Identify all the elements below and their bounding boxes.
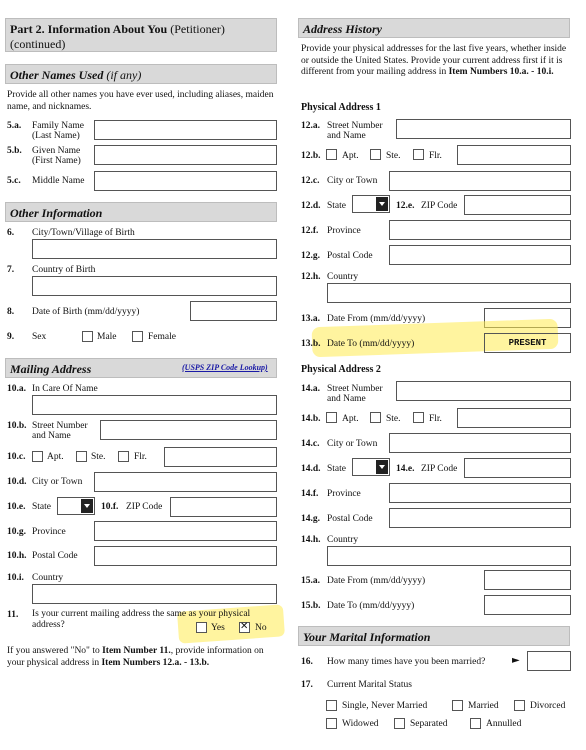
mailing-postal-label: Postal Code	[32, 551, 78, 561]
phys1-province-input[interactable]	[389, 220, 571, 240]
phys1-ste-checkbox[interactable]	[370, 149, 381, 160]
status-separated-checkbox[interactable]	[394, 718, 405, 729]
field-number-7: 7.	[7, 265, 15, 275]
phys2-street-label: Street Number and Name	[327, 384, 383, 404]
phys2-apt-checkbox[interactable]	[326, 412, 337, 423]
phys1-country-input[interactable]	[327, 283, 571, 303]
field-number-10f: 10.f.	[101, 502, 119, 512]
field-number-10d: 10.d.	[7, 477, 27, 487]
physical-address-2-heading: Physical Address 2	[301, 364, 381, 375]
field-number-12d: 12.d.	[301, 201, 321, 211]
mailing-country-label: Country	[32, 573, 64, 583]
address-history-section-bar	[298, 18, 570, 38]
status-married-checkbox[interactable]	[452, 700, 463, 711]
in-care-of-label: In Care Of Name	[32, 384, 98, 394]
field-number-17: 17.	[301, 680, 313, 690]
phys1-unit-input[interactable]	[457, 145, 571, 165]
field-number-14e: 14.e.	[396, 464, 415, 474]
address-history-instructions: Provide your physical addresses for the last five years, whether inside or outside the United States. Provide your current address first if it is different from your mailing address in Item Numbers 10.a. - 10.i.	[301, 44, 567, 77]
mailing-address-section-bar	[5, 358, 277, 378]
phys1-date-from-label: Date From (mm/dd/yyyy)	[327, 314, 426, 324]
field-number-14a: 14.a.	[301, 384, 320, 394]
status-single-checkbox[interactable]	[326, 700, 337, 711]
marital-title: Your Marital Information	[303, 630, 431, 644]
field-number-6: 6.	[7, 228, 15, 238]
phys1-city-label: City or Town	[327, 176, 378, 186]
phys2-date-to-input[interactable]	[484, 595, 571, 615]
mailing-state-select[interactable]	[57, 497, 95, 515]
phys1-city-input[interactable]	[389, 171, 571, 191]
chevron-down-icon[interactable]	[376, 197, 388, 211]
arrow-right-icon: ►	[512, 655, 520, 666]
status-divorced-label: Divorced	[530, 701, 566, 711]
physical-address-note: If you answered "No" to Item Number 11., provide information on your physical address in Item Numbers 12.a. - 13.b.	[7, 646, 264, 668]
phys2-date-from-input[interactable]	[484, 570, 571, 590]
female-label: Female	[148, 332, 176, 342]
phys2-city-input[interactable]	[389, 433, 571, 453]
field-number-5a: 5.a.	[7, 121, 22, 131]
phys1-province-label: Province	[327, 226, 361, 236]
country-of-birth-label: Country of Birth	[32, 265, 96, 275]
date-of-birth-label: Date of Birth (mm/dd/yyyy)	[32, 307, 140, 317]
phys1-date-to-label: Date To (mm/dd/yyyy)	[327, 339, 415, 349]
status-married-label: Married	[468, 701, 499, 711]
field-number-10g: 10.g.	[7, 527, 26, 537]
phys1-state-select[interactable]	[352, 195, 390, 213]
phys2-zip-input[interactable]	[464, 458, 571, 478]
phys1-postal-label: Postal Code	[327, 251, 373, 261]
phys1-zip-input[interactable]	[464, 195, 571, 215]
mailing-province-label: Province	[32, 527, 66, 537]
mailing-unit-input[interactable]	[164, 447, 277, 467]
field-number-12b: 12.b.	[301, 151, 321, 161]
family-name-label: Family Name (Last Name)	[32, 121, 84, 141]
part-title-continued: (continued)	[10, 37, 66, 51]
chevron-down-icon[interactable]	[81, 499, 93, 513]
field-number-13a: 13.a.	[301, 314, 320, 324]
status-widowed-checkbox[interactable]	[326, 718, 337, 729]
phys2-country-input[interactable]	[327, 546, 571, 566]
physical-address-1-heading: Physical Address 1	[301, 102, 381, 113]
mailing-city-label: City or Town	[32, 477, 83, 487]
field-number-12c: 12.c.	[301, 176, 320, 186]
field-number-5c: 5.c.	[7, 176, 21, 186]
field-number-14d: 14.d.	[301, 464, 321, 474]
part-title-suffix: (Petitioner)	[170, 22, 225, 36]
mailing-state-label: State	[32, 502, 51, 512]
field-number-14c: 14.c.	[301, 439, 320, 449]
field-number-12h: 12.h.	[301, 272, 321, 282]
phys2-postal-input[interactable]	[389, 508, 571, 528]
same-address-yes-label: Yes	[211, 623, 225, 633]
field-number-10c: 10.c.	[7, 452, 26, 462]
same-address-no-label: No	[255, 623, 267, 633]
phys1-street-label: Street Number and Name	[327, 121, 383, 141]
middle-name-label: Middle Name	[32, 176, 85, 186]
phys1-apt-label: Apt.	[342, 151, 359, 161]
marital-section-bar	[298, 626, 570, 646]
phys2-zip-label: ZIP Code	[421, 464, 458, 474]
field-number-14g: 14.g.	[301, 514, 320, 524]
phys2-unit-input[interactable]	[457, 408, 571, 428]
male-label: Male	[97, 332, 117, 342]
status-single-label: Single, Never Married	[342, 701, 428, 711]
other-names-title: Other Names Used	[10, 68, 104, 82]
field-number-10e: 10.e.	[7, 502, 26, 512]
mailing-apt-checkbox[interactable]	[32, 451, 43, 462]
phys1-state-label: State	[327, 201, 346, 211]
other-names-section-bar	[5, 64, 277, 84]
mailing-flr-checkbox[interactable]	[118, 451, 129, 462]
field-number-12f: 12.f.	[301, 226, 319, 236]
field-number-14b: 14.b.	[301, 414, 321, 424]
chevron-down-icon[interactable]	[376, 460, 388, 474]
field-number-11: 11.	[7, 610, 19, 620]
same-address-no-checkbox[interactable]	[239, 622, 250, 633]
mailing-zip-input[interactable]	[170, 497, 277, 517]
phys2-province-input[interactable]	[389, 483, 571, 503]
status-separated-label: Separated	[410, 719, 448, 729]
phys2-ste-label: Ste.	[386, 414, 401, 424]
phys1-date-to-value: PRESENT	[508, 338, 547, 348]
field-number-10b: 10.b.	[7, 421, 27, 431]
status-divorced-checkbox[interactable]	[514, 700, 525, 711]
field-number-15a: 15.a.	[301, 576, 320, 586]
other-names-subtitle: (if any)	[106, 68, 142, 82]
phys1-date-to-input[interactable]	[484, 333, 571, 353]
mailing-zip-label: ZIP Code	[126, 502, 163, 512]
phys1-flr-checkbox[interactable]	[413, 149, 424, 160]
mailing-street-input[interactable]	[100, 420, 277, 440]
mailing-street-label: Street Number and Name	[32, 421, 88, 441]
mailing-country-input[interactable]	[32, 584, 277, 604]
country-of-birth-input[interactable]	[32, 276, 277, 296]
phys1-country-label: Country	[327, 272, 359, 282]
other-info-title: Other Information	[10, 206, 103, 220]
field-number-14h: 14.h.	[301, 535, 321, 545]
phys2-flr-checkbox[interactable]	[413, 412, 424, 423]
phys1-postal-input[interactable]	[389, 245, 571, 265]
male-checkbox[interactable]	[82, 331, 93, 342]
phys2-ste-checkbox[interactable]	[370, 412, 381, 423]
phys2-city-label: City or Town	[327, 439, 378, 449]
family-name-input[interactable]	[94, 120, 277, 140]
phys2-date-from-label: Date From (mm/dd/yyyy)	[327, 576, 426, 586]
phys2-apt-label: Apt.	[342, 414, 359, 424]
field-number-9: 9.	[7, 332, 15, 342]
times-married-label: How many times have you been married?	[327, 657, 486, 667]
marital-status-label: Current Marital Status	[327, 680, 412, 690]
field-number-10h: 10.h.	[7, 551, 27, 561]
status-annulled-checkbox[interactable]	[470, 718, 481, 729]
mailing-apt-label: Apt.	[47, 452, 64, 462]
part-title: Part 2. Information About You	[10, 22, 168, 36]
field-number-10i: 10.i.	[7, 573, 24, 583]
phys2-country-label: Country	[327, 535, 359, 545]
in-care-of-input[interactable]	[32, 395, 277, 415]
field-number-13b: 13.b.	[301, 339, 321, 349]
usps-zip-lookup-link[interactable]: (USPS ZIP Code Lookup)	[182, 363, 268, 372]
phys2-state-select[interactable]	[352, 458, 390, 476]
mailing-ste-label: Ste.	[91, 452, 106, 462]
city-of-birth-label: City/Town/Village of Birth	[32, 228, 135, 238]
phys2-date-to-label: Date To (mm/dd/yyyy)	[327, 601, 415, 611]
phys2-province-label: Province	[327, 489, 361, 499]
phys1-zip-label: ZIP Code	[421, 201, 458, 211]
same-address-yes-checkbox[interactable]	[196, 622, 207, 633]
address-history-title: Address History	[303, 22, 383, 36]
status-widowed-label: Widowed	[342, 719, 379, 729]
given-name-input[interactable]	[94, 145, 277, 165]
mailing-flr-label: Flr.	[134, 452, 147, 462]
mailing-postal-input[interactable]	[94, 546, 277, 566]
mailing-province-input[interactable]	[94, 521, 277, 541]
same-address-question: Is your current mailing address the same as your physical address?	[32, 609, 251, 630]
field-number-10a: 10.a.	[7, 384, 26, 394]
city-of-birth-input[interactable]	[32, 239, 277, 259]
times-married-input[interactable]	[527, 651, 571, 671]
phys2-postal-label: Postal Code	[327, 514, 373, 524]
field-number-16: 16.	[301, 657, 313, 667]
status-annulled-label: Annulled	[486, 719, 522, 729]
other-info-section-bar	[5, 202, 277, 222]
part-2-header	[5, 18, 277, 52]
field-number-15b: 15.b.	[301, 601, 321, 611]
phys1-street-input[interactable]	[396, 119, 571, 139]
phys2-flr-label: Flr.	[429, 414, 442, 424]
given-name-label: Given Name (First Name)	[32, 146, 81, 166]
phys1-apt-checkbox[interactable]	[326, 149, 337, 160]
field-number-5b: 5.b.	[7, 146, 22, 156]
phys1-flr-label: Flr.	[429, 151, 442, 161]
phys1-ste-label: Ste.	[386, 151, 401, 161]
sex-label: Sex	[32, 332, 47, 342]
phys2-state-label: State	[327, 464, 346, 474]
field-number-12e: 12.e.	[396, 201, 415, 211]
mailing-address-title: Mailing Address	[10, 362, 92, 376]
field-number-12a: 12.a.	[301, 121, 320, 131]
female-checkbox[interactable]	[132, 331, 143, 342]
mailing-city-input[interactable]	[94, 472, 277, 492]
other-names-instructions: Provide all other names you have ever used, including aliases, maiden name, and nicknames.	[7, 90, 274, 112]
field-number-8: 8.	[7, 307, 15, 317]
date-of-birth-input[interactable]	[190, 301, 277, 321]
field-number-12g: 12.g.	[301, 251, 320, 261]
mailing-ste-checkbox[interactable]	[76, 451, 87, 462]
field-number-14f: 14.f.	[301, 489, 319, 499]
middle-name-input[interactable]	[94, 171, 277, 191]
phys2-street-input[interactable]	[396, 381, 571, 401]
